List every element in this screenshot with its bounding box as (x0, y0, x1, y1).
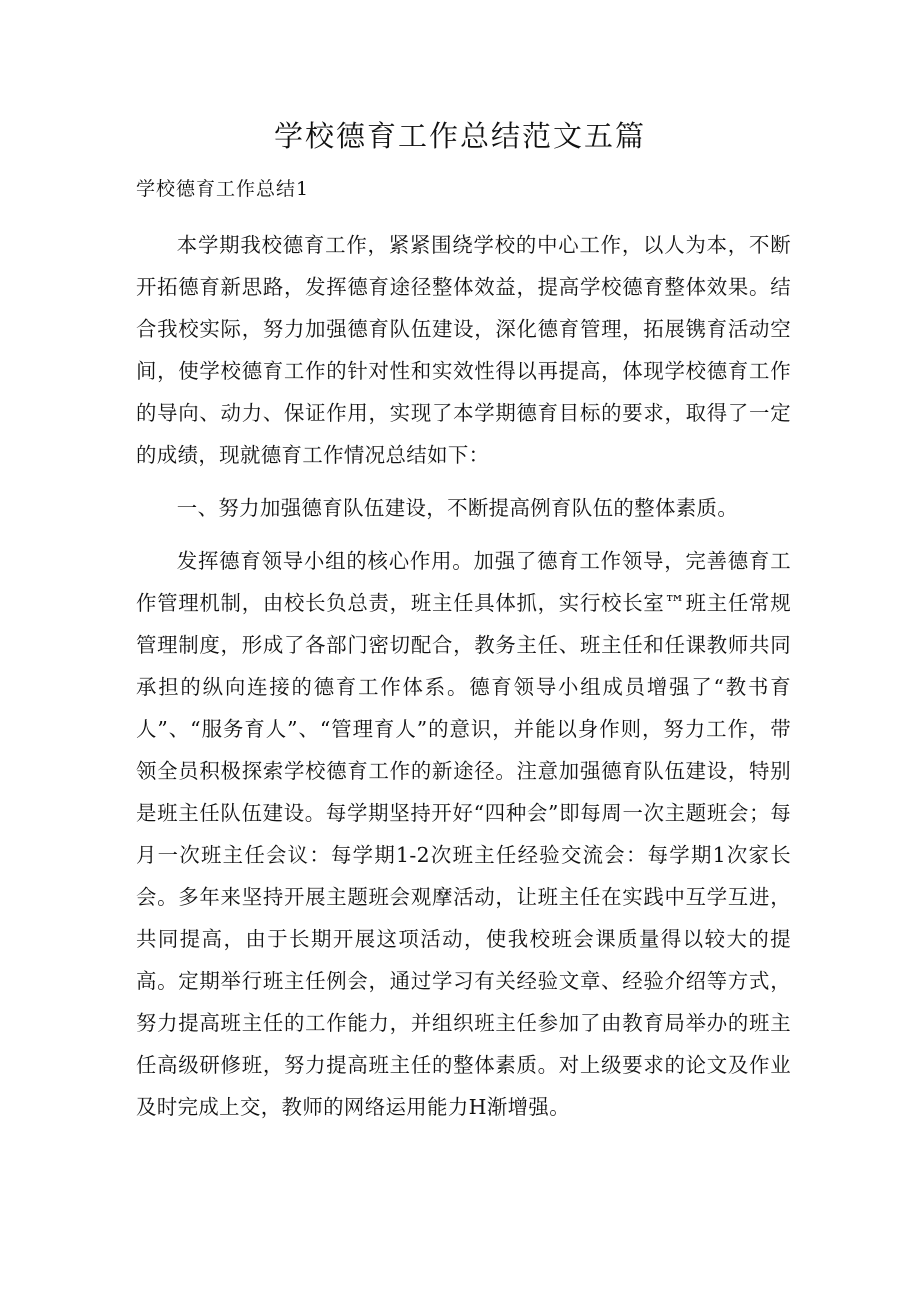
document-title: 学校德育工作总结范文五篇 (273, 119, 646, 153)
section-heading: 学校德育工作总结1 (136, 178, 310, 200)
paragraph-intro: 本学期我校德育工作，紧紧围绕学校的中心工作，以人为本，不断开拓德育新思路，发挥德育途径整体效益，提高学校德育整体效果。结合我校实际，努力加强德育队伍建设，深化德育管理，拓展镌育活动空间，使学校德育工作的针对性和实效性得以再提高，体现学校德育工作的导向、动力、保证作用，实现了本学期德育目标的要求，取得了一定的成绩，现就德育工作情况总结如下： (136, 233, 791, 467)
document-body (136, 224, 791, 1139)
paragraph-leadership: 发挥德育领导小组的核心作用。加强了德育工作领导，完善德育工作管理机制，由校长负总责，班主任具体抓，实行校长室™班主任常规管理制度，形成了各部门密切配合，教务主任、班主任和任课教师共同承担的纵向连接的德育工作体系。德育领导小组成员增强了“教书育人”、“服务育人”、“管理育人”的意识，并能以身作则，努力工作，带领全员积极探索学校德育工作的新途径。注意加强德育队伍建设，特别是班主任队伍建设。每学期坚持开好“四种会”即每周一次主题班会；每月一次班主任会议：每学期1-2次班主任经验交流会：每学期1次家长会。多年来坚持开展主题班会观摩活动，让班主任在实践中互学互进，共同提高，由于长期开展这项活动，使我校班会课质量得以较大的提高。定期举行班主任例会，通过学习有关经验文章、经验介绍等方式，努力提高班主任的工作能力，并组织班主任参加了由教育局举办的班主任高级研修班，努力提高班主任的整体素质。对上级要求的论文及作业及时完成上交，教师的网络运用能力H渐增强。 (136, 549, 791, 1119)
paragraph-section-one-heading: 一、努力加强德育队伍建设，不断提高例育队伍的整体素质。 (176, 496, 739, 520)
